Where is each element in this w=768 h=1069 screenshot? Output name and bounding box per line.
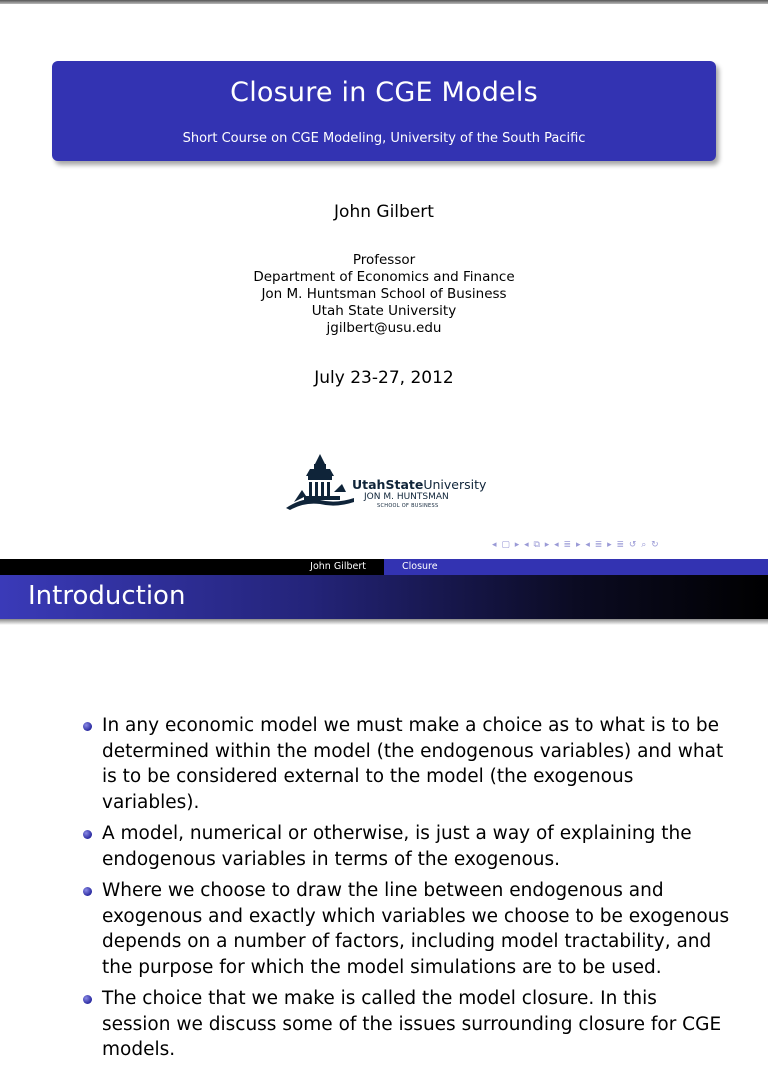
bullet-icon	[83, 995, 92, 1004]
logo-huntsman: JON M. HUNTSMAN	[364, 492, 449, 502]
slide-title: Closure in CGE Models	[230, 77, 538, 108]
list-item: A model, numerical or otherwise, is just a way of explaining the endogenous variables in terms of the exogenous.	[80, 821, 730, 872]
footline	[0, 559, 768, 575]
list-item: In any economic model we must make a choice as to what is to be determined within the model (the endogenous variables) and what is to be considered external to the model (the exogenous variables).	[80, 713, 730, 815]
beamer-navigation-symbols[interactable]: ◂ ▢ ▸ ◂ ⧉ ▸ ◂ ≣ ▸ ◂ ≣ ▸ ≣ ↺ ⌕ ↻	[492, 540, 660, 550]
footline-author-box	[0, 559, 384, 575]
list-item: Where we choose to draw the line between endogenous and exogenous and exactly which variables we choose to be exogenous depends on a number of factors, including model tractability, and the purpose for which the model simulations are to be used.	[80, 878, 730, 980]
affiliation-university: Utah State University	[311, 303, 457, 319]
bullet-icon	[83, 887, 92, 896]
frame-title: Introduction	[28, 581, 186, 611]
frame-title-shadow	[0, 619, 768, 625]
footline-title-box	[384, 559, 768, 575]
slide-subtitle: Short Course on CGE Modeling, University of the South Pacific	[182, 131, 586, 146]
affiliation-block	[0, 252, 768, 337]
top-rule	[0, 0, 768, 4]
usu-logo	[284, 452, 489, 512]
old-main-tower-icon	[284, 452, 359, 510]
footline-author: John Gilbert	[310, 561, 366, 572]
affiliation-position: Professor	[352, 252, 416, 268]
affiliation-email: jgilbert@usu.edu	[326, 320, 442, 336]
bullet-icon	[83, 830, 92, 839]
footline-title: Closure	[402, 561, 438, 572]
affiliation-department: Department of Economics and Finance	[253, 269, 515, 285]
logo-university-name: UtahStateUniversity	[352, 477, 487, 492]
affiliation-school: Jon M. Huntsman School of Business	[261, 286, 507, 302]
author-name: John Gilbert	[334, 202, 434, 222]
logo-school: SCHOOL OF BUSINESS	[377, 503, 439, 509]
list-item: The choice that we make is called the model closure. In this session we discuss some of the issues surrounding closure for CGE models.	[80, 986, 730, 1063]
bullet-list	[80, 713, 730, 1069]
title-block	[52, 61, 716, 161]
frame-title-bar	[0, 575, 768, 619]
presentation-date: July 23-27, 2012	[314, 368, 454, 388]
bullet-icon	[83, 722, 92, 731]
